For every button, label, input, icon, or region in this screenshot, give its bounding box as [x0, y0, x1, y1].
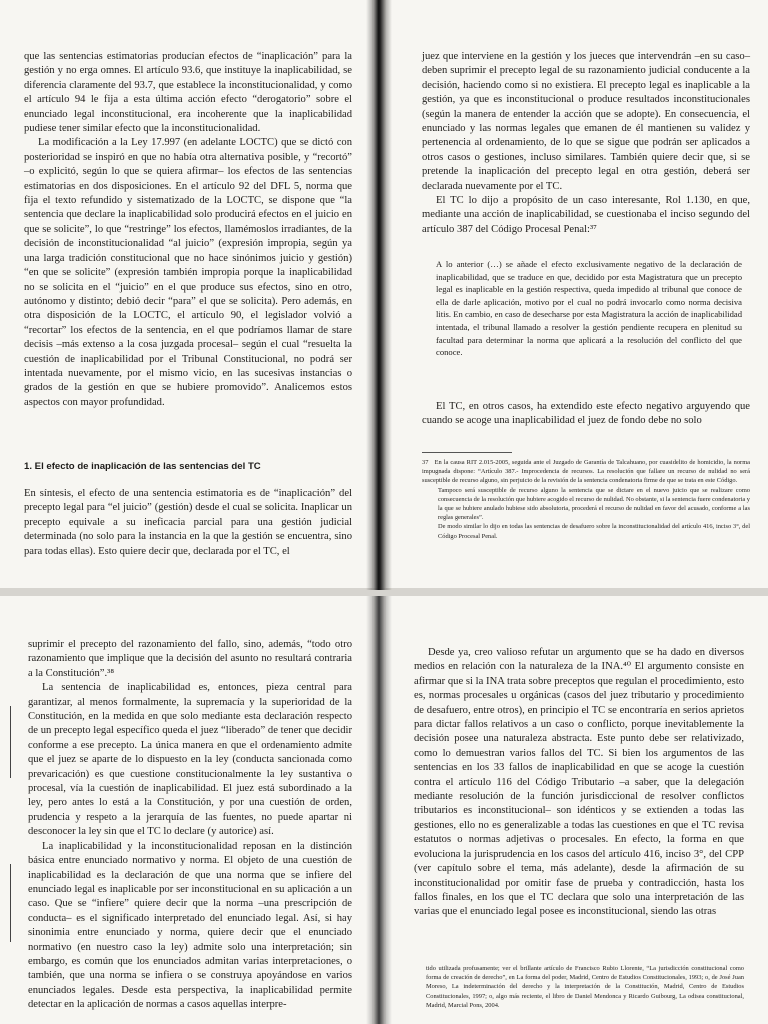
paragraph: Desde ya, creo valioso refutar un argumento que se ha dado en diversos medios en relación con la naturaleza de la INA.⁴⁰ El argumento consiste en afirmar que si la INA trata sobre preceptos que regulan el procedimiento, esto es, normas procesales u orgánicas (casos del juez tributario y procedimiento de desafuero, entre otros), en principio el TC se encontraría en serios aprietos para dictar fallos relativos a un caso o conflicto, porque inevitablemente la decisión posee una naturaleza abstracta. Este punto debe ser relativizado, como lo demuestran varios fallos del TC. Si bien los argumentos de las sentencias en los 33 fallos de inaplicabilidad en que se acoge la cuestión contra el artículo 116 del Código Tributario –a saber, que la delegación mediante resolución de la función jurisdiccional de resolver conflictos tributarios es inconstitucional– son idénticos y se extienden a todas las gestiones, ello no es generalizable a todas las cuestiones en que el TC revisa estatutos o normas adjetivas o procesales. En efecto, la forma en que evoluciona la jurisprudencia en los casos del artículo 416, inciso 3°, del CPP (ver capítulo sobre el tema, más adelante), desde la afirmación de su inconstitucionalidad por omitir fase de prueba y contradicción, hasta los fallos finales, en los que el TC declara que solo una interpretación de las varias que el enunciado legal posee es inconstitucional, siendo las otras [414, 647, 744, 918]
page-bottom-right [386, 596, 768, 1024]
body-text-block [28, 638, 352, 1013]
footnote-line [422, 458, 750, 486]
footnote-line: Tampoco será susceptible de recurso alguno la sentencia que se dictare en el nuevo juicio que se realizare como consecuencia de la resolución que hubiere acogido el recurso de nulidad. No obstante, si la sentencia fuere condenatoria y la que se hubiere anulado hubiese sido absolutoria, procederá el recurso de nulidad en favor del acusado, conforme a las reglas generales”. [438, 486, 750, 522]
body-text-block [24, 50, 352, 410]
body-text-block [422, 50, 750, 237]
paragraph: La modificación a la Ley 17.997 (en adelante LOCTC) que se dictó con posterioridad se inspiró en que no había otra alternativa posible, y “recortó” –o explicitó, según lo que se quiera afirmar– los efectos de las sentencias estimatorias en dos disposiciones. En el artículo 92 del DFL 5, norma que fija el texto refundido y sistematizado de la LOCTC, se dispone que “la sentencia que declare la inaplicabilidad solo producirá efectos en el juicio en que se solicite”, lo que “restringe” los efectos, llamémoslos irradiantes, de la decisión de inconstitucionalidad “al juicio” (expresión impropia, según ya una larga tradición constitucional que no hace sinónimos juicio y gestión) “en que se solicite” (expresión también impropia porque la inaplicabilidad no se solicita en el “juicio” en el que produce sus efectos, sino en otro, autónomo y distinto; debió decir “para” el que se solicita). Pero además, en otra disposición de la LOCTC, el artículo 90, el legislador volvió a “recortar” los efectos de la sentencia, en el que podríamos llamar de stare decisis –más extenso a la cosa juzgada procesal– según el cual “resuelta la cuestión de inaplicabilidad por el Tribunal Constitucional, no podrá ser intentada nuevamente, por el mismo vicio, en las sucesivas instancias o grados de la gestión en que se hubiere promovido”. Analicemos estos aspectos con mayor profundidad. [24, 137, 352, 408]
footnote-text: En la causa RIT 2.015-2005, seguida ante el Juzgado de Garantía de Talcahuano, por cuasidelito de homicidio, la norma impugnada dispone: “Artículo 387.- Improcedencia de recursos. La resolución que fallare un recurso de nulidad no será susceptible de recurso alguno, sin perjuicio de la revisión de la sentencia condenatoria firme de que se trata en este Código. [422, 459, 750, 485]
paragraph: La sentencia de inaplicabilidad es, entonces, pieza central para garantizar, al menos formalmente, la supremacía y la superioridad de la Constitución, en la medida en que solo mediante esta declaración respecto de un precepto legal específico queda el juez “liberado” de tener que decidir conforme a ese precepto. La única manera en que el ordenamiento admite que el juez se aparte de lo dispuesto en la ley (conducta sancionada como prevaricación) es que cuestione constitucionalmente la ley sustantiva o procesal, vía la cuestión de inaplicabilidad. El juez está subordinado a la ley, pero antes lo está a la Constitución, y por una cuestión de orden, prudencia y respeto a la jerarquía de las fuentes, no puede apartar ni desconocer la ley sin que el TC lo declare (y autorice) así. [28, 682, 352, 838]
book-gutter-shadow [366, 596, 392, 1024]
footnote [422, 458, 750, 541]
footnote-rule [422, 452, 512, 453]
margin-annotation-mark [10, 706, 11, 778]
paragraph: El TC lo dijo a propósito de un caso interesante, Rol 1.130, en que, mediante una acción de inaplicabilidad, se cuestionaba el inciso segundo del artículo 387 del Código Procesal Penal:³⁷ [422, 195, 750, 235]
paragraph: suprimir el precepto del razonamiento del fallo, sino, además, “todo otro razonamiento que implique que la decisión del asunto no resultará contraria a la Constitución”.³⁸ [28, 639, 352, 679]
page-top-right [386, 0, 768, 588]
page-bottom-left [0, 596, 372, 1024]
paragraph: juez que interviene en la gestión y los jueces que intervendrán –en su caso– deben suprimir el precepto legal de su razonamiento judicial conducente a la decisión, haciendo como si no existiera. El precepto legal es inaplicable a la gestión, ya que es inconstitucional o produce resultados inconstitucionales (según la manera de entender la acción que se adopte). En consecuencia, el enunciado y las normas legales que emanen de él mantienen su validez y pertenencia al ordenamiento, de lo que se sigue que podrán ser aplicados a otros casos o gestiones, incluso similares. También quiere decir que, si se pretende la inaplicación del precepto legal en otra gestión, deberá ser declarada nuevamente por el TC. [422, 51, 750, 192]
section-heading: 1. El efecto de inaplicación de las sentencias del TC [24, 461, 261, 472]
paragraph: que las sentencias estimatorias producían efectos de “inaplicación” para la gestión y no erga omnes. El artículo 93.6, que instituye la inaplicabilidad, se diferencia claramente del 93.7, que establece la inconstitucionalidad, y como el artículo 94 le fija a esta última acción efecto “derogatorio” sobre el enunciado legal inconstitucional, era incoherente que la inaplicabilidad pudiese tener similar efecto que la inconstitucionalidad. [24, 51, 352, 135]
footnote-line: De modo similar lo dijo en todas las sentencias de desafuero sobre la inconstitucionalidad del artículo 416, inciso 3°, del Código Procesal Penal. [438, 523, 750, 540]
footnote-number: 37 [422, 459, 429, 466]
page-top-left [0, 0, 372, 588]
footnote [426, 964, 744, 1010]
body-text-block [24, 487, 352, 559]
footnote-line: tido utilizada profusamente; ver el brillante artículo de Francisco Rubio Llorente, “La jurisdicción constitucional como forma de creación de derecho”, en La forma del poder, Madrid, Centro de Estudios Constitucionales, 1993; o, de José Juan Moreso, La indeterminación del derecho y la interpretación de la Constitución, Madrid, Centro de Estudios Constitucionales, 1997; o, algo más reciente, el libro de Daniel Mendonca y Ricardo Guibourg, La odisea constitucional, Madrid, Marcial Pons, 2004. [426, 965, 744, 1009]
body-text-block [422, 400, 750, 429]
body-text-block [414, 646, 744, 920]
margin-annotation-mark [10, 864, 11, 942]
paragraph: La inaplicabilidad y la inconstitucionalidad reposan en la distinción básica entre enunciado normativo y norma. El objeto de una cuestión de inaplicabilidad es la declaración de que una norma que se infiere del enunciado legal es inaplicable por ser inconstitucional en su aplicación a un caso. Que se “infiere” quiere decir que la norma –una prescripción de conducta– es el significado interpretado del enunciado legal. Así, si hay sinonimia entre enunciado y norma, quiere decir que el enunciado normativo (en nuestro caso la ley) admite solo una interpretación; sin embargo, es común que los enunciados admitan varias interpretaciones, o también, que una norma se infiera o se construya apoyándose en varios enunciados legales. Desde esta perspectiva, la inaplicabilidad permite detectar en la aplicación de normas a casos aquellas interpre- [28, 840, 352, 1011]
quote-text: A lo anterior (…) se añade el efecto exclusivamente negativo de la declaración de inaplicabilidad, que se traduce en que, decidido por esta Magistratura que un precepto legal es inaplicable en la gestión respectiva, queda impedido al tribunal que conoce de ella de darle aplicación, motivo por el cual no podrá invocarlo como norma decisiva litis. En cambio, en caso de desecharse por esta Magistratura la acción de inaplicabilidad intentada, el tribunal llamado a resolver la gestión pendiente recupera en plenitud su facultad para determinar la norma que aplicará a la resolución del conflicto del que conoce. [436, 259, 742, 358]
paragraph: En síntesis, el efecto de una sentencia estimatoria es de “inaplicación” del precepto legal para “el juicio” (gestión) desde el cual se solicita. Inaplicar un precepto equivale a su ineficacia parcial para una gestión judicial determinada (no solo para la instancia en la que la gestión se encuentra, sino para todas ellas). Esto quiere decir que, declarada por el TC, el [24, 488, 352, 557]
book-gutter-shadow [366, 0, 392, 590]
paragraph: El TC, en otros casos, ha extendido este efecto negativo arguyendo que cuando se acoge una inaplicabilidad el juez de fondo debe no solo [422, 401, 750, 427]
block-quote [436, 258, 742, 359]
